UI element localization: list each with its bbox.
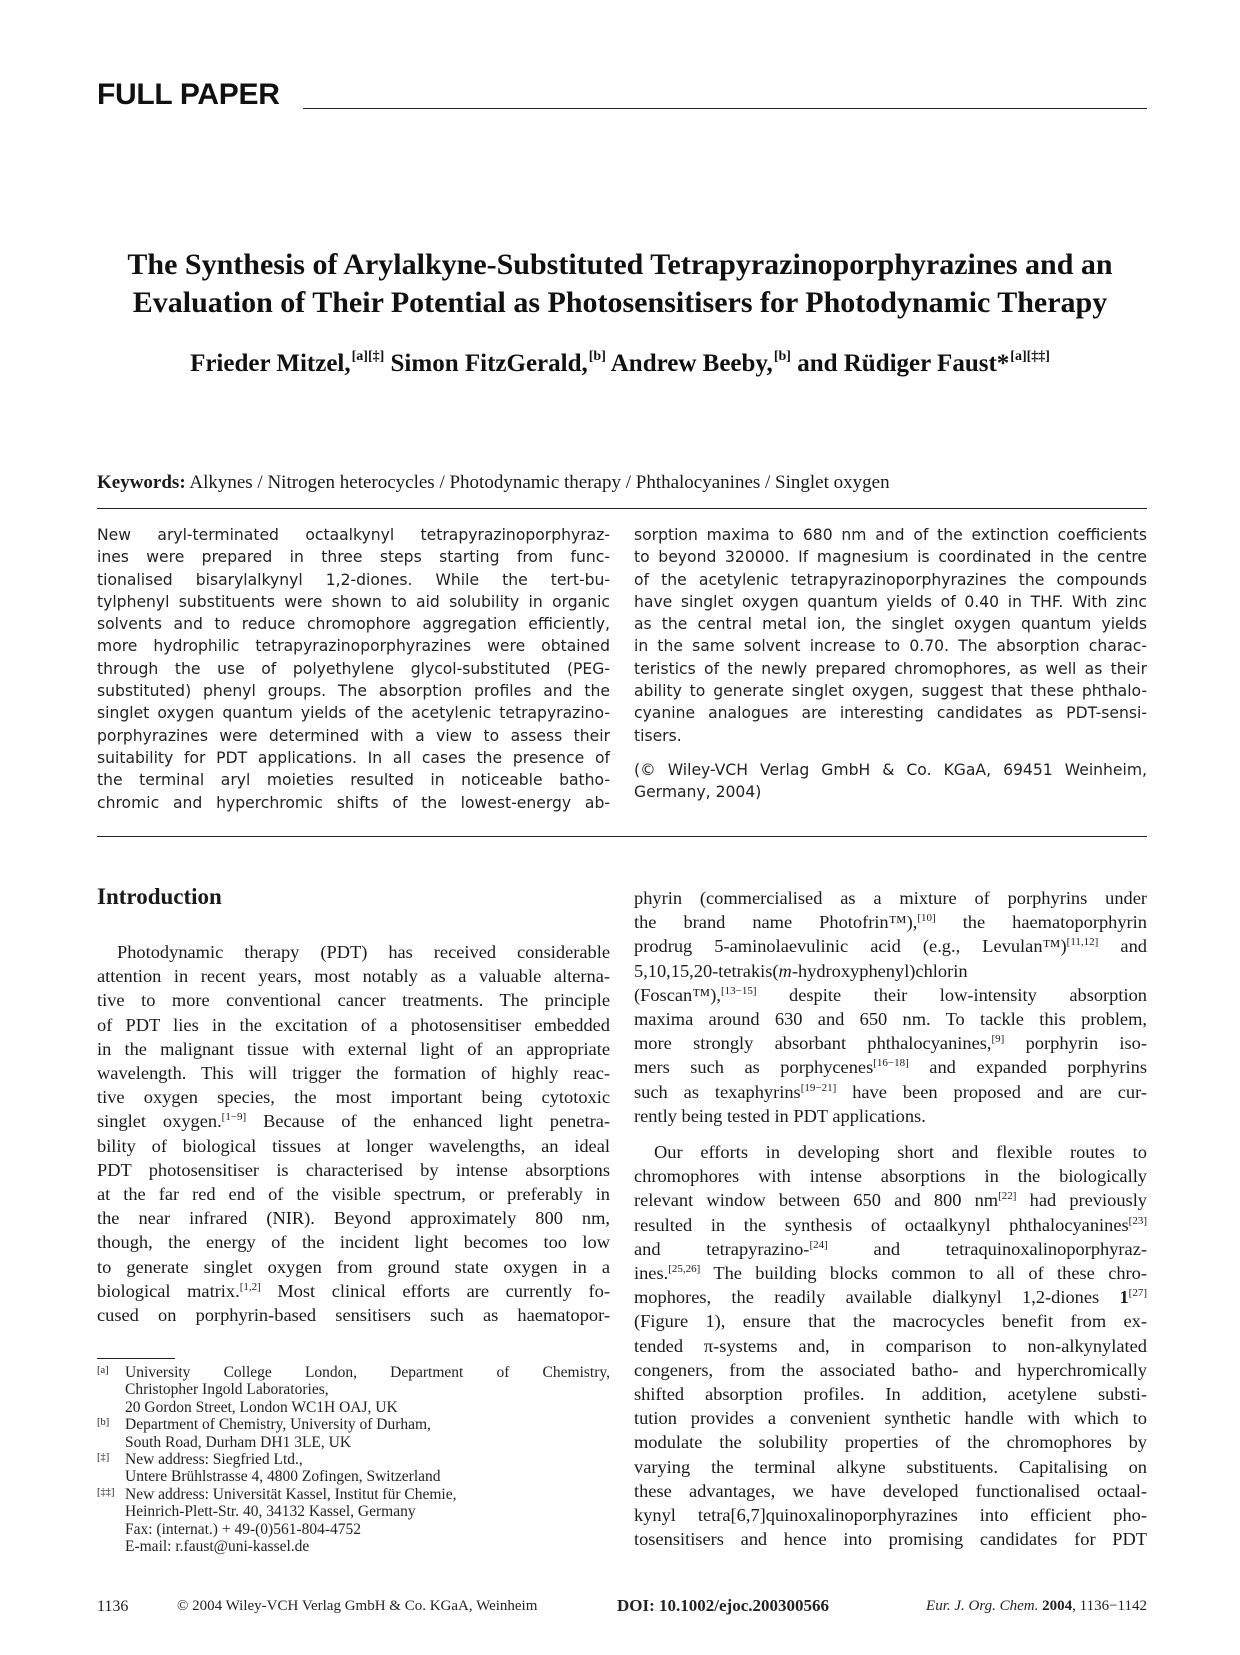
body-line: and tetrapyrazino-[24] and tetraquinoxalinoporphyraz- (634, 1238, 1147, 1259)
keywords-label: Keywords: (97, 472, 186, 493)
title-line-1: The Synthesis of Arylalkyne-Substituted Tetrapyrazinoporphyrazines and an (127, 248, 1113, 281)
author-name: Andrew Beeby, (610, 350, 773, 377)
citation: [16−18] (873, 1057, 909, 1070)
abstract-line: more hydrophilic tetrapyrazinoporphyrazines were obtained (97, 637, 610, 656)
abstract-line: tionalised bisarylalkynyl 1,2-diones. While the tert-bu- (97, 570, 610, 589)
body-line: resulted in the synthesis of octaalkynyl phthalocyanines[23] (634, 1214, 1147, 1235)
abstract-line: in the same solvent increase to 0.70. The absorption charac- (634, 637, 1147, 656)
body-line: PDT photosensitiser is characterised by intense absorptions (97, 1159, 610, 1180)
author-affiliation: [a][‡‡] (1010, 349, 1050, 364)
footnote (97, 1486, 610, 1556)
journal-pages: , 1136−1142 (1072, 1598, 1147, 1614)
abstract-line: tisers. (634, 726, 682, 745)
citation: [25,26] (668, 1263, 701, 1276)
author-name: and Rüdiger Faust* (797, 350, 1010, 377)
footnote-line: Fax: (internat.) + 49-(0)561-804-4752 (125, 1520, 362, 1538)
footnote (97, 1416, 610, 1451)
body-line: kynyl tetra[6,7]quinoxalinoporphyrazines into efficient pho- (634, 1505, 1147, 1526)
footnote-line: Department of Chemistry, University of Durham, (125, 1416, 431, 1434)
author-name: Frieder Mitzel, (190, 350, 351, 377)
body-line: chromophores with intense absorptions in the biologically (634, 1166, 1147, 1187)
body-line: relevant window between 650 and 800 nm[22] had previously (634, 1190, 1148, 1211)
abstract-line: as the central metal ion, the singlet oxygen quantum yields (634, 615, 1147, 634)
citation: [1−9] (221, 1111, 247, 1124)
doi: DOI: 10.1002/ejoc.200300566 (617, 1596, 830, 1615)
citation: [24] (809, 1238, 828, 1251)
citation: [27] (1128, 1287, 1147, 1300)
keywords-rule (97, 508, 1147, 509)
abstract-line: to beyond 320000. If magnesium is coordinated in the centre (634, 548, 1147, 567)
body-line: congeners, from the associated batho- and hyperchromically (634, 1359, 1147, 1380)
paragraph-spacer (634, 1128, 1147, 1140)
body-line: tosensitisers and hence into promising candidates for PDT (634, 1529, 1147, 1550)
keywords-text: Alkynes / Nitrogen heterocycles / Photodynamic therapy / Phthalocyanines / Singlet oxygen (189, 472, 890, 493)
page-footer (97, 1598, 1147, 1622)
body-line: mophores, the readily available dialkynyl 1,2-diones 1[27] (634, 1287, 1147, 1308)
abstract-line: New aryl-terminated octaalkynyl tetrapyrazinoporphyraz- (97, 526, 610, 544)
body-line: to generate singlet oxygen from ground state oxygen in a (97, 1256, 610, 1277)
title-line-2: Evaluation of Their Potential as Photosensitisers for Photodynamic Therapy (132, 286, 1108, 319)
body-line: (Foscan™),[13−15] despite their low-intensity absorption (634, 984, 1147, 1005)
italic-text: m (778, 960, 792, 981)
body-line: rently being tested in PDT applications. (634, 1105, 926, 1126)
abstract-line: chromic and hyperchromic shifts of the lowest-energy ab- (97, 793, 610, 812)
abstract-spacer (634, 747, 1147, 759)
citation: [9] (991, 1033, 1005, 1046)
paper-title (100, 246, 1140, 322)
citation: [13−15] (720, 984, 757, 997)
abstract-line: ines were prepared in three steps starting from func- (97, 548, 610, 567)
section-header (97, 74, 1147, 114)
body-line: these advantages, we have developed functionalised octaal- (634, 1480, 1147, 1501)
author-affiliation: [b] (773, 349, 791, 364)
footnote-rule (97, 1358, 175, 1359)
journal-year: 2004 (1042, 1598, 1073, 1614)
footnote-mark: [a] (97, 1365, 109, 1376)
abstract-left-column (97, 524, 610, 814)
journal-name: Eur. J. Org. Chem. (926, 1598, 1039, 1614)
abstract-line: sorption maxima to 680 nm and of the extinction coefficients (634, 526, 1147, 544)
footnote-line: South Road, Durham DH1 3LE, UK (125, 1433, 352, 1451)
footnote-mark: [‡] (97, 1452, 110, 1464)
full-paper-label: FULL PAPER (97, 78, 280, 111)
body-line: varying the terminal alkyne substituents. Capitalising on (634, 1456, 1147, 1477)
body-right-column (634, 886, 1147, 1551)
body-line: tended π-systems and, in comparison to non-alkynylated (634, 1335, 1147, 1356)
body-line: of PDT lies in the excitation of a photosensitiser embedded (97, 1014, 610, 1035)
abstract-right-column (634, 524, 1147, 804)
footnote-line: New address: Siegfried Ltd., (125, 1451, 303, 1469)
author-name: Simon FitzGerald, (390, 350, 588, 377)
abstract-line: substituted) phenyl groups. The absorption profiles and the (97, 682, 610, 701)
citation: [19−21] (800, 1081, 837, 1094)
body-left-column (97, 940, 610, 1327)
abstract-line: tylphenyl substituents were shown to aid solubility in organic (97, 592, 610, 611)
body-line: 5,10,15,20-tetrakis(m-hydroxyphenyl)chlorin (634, 960, 968, 981)
citation: [1,2] (239, 1280, 261, 1293)
body-line: the brand name Photofrin™),[10] the haematoporphyrin (634, 912, 1147, 933)
body-line: cused on porphyrin-based sensitisers such as haematopor- (97, 1305, 610, 1326)
body-line: wavelength. This will trigger the formation of highly reac- (97, 1063, 610, 1084)
footnote-mark: [b] (97, 1417, 110, 1429)
body-line: phyrin (commercialised as a mixture of porphyrins under (634, 888, 1147, 908)
body-line: biological matrix.[1,2] Most clinical efforts are currently fo- (97, 1280, 611, 1301)
abstract-line: the terminal aryl moieties resulted in noticeable batho- (97, 771, 610, 790)
body-line: Photodynamic therapy (PDT) has received considerable (117, 942, 610, 962)
footnote (97, 1364, 610, 1416)
citation: [22] (998, 1190, 1017, 1203)
footnote-line: E-mail: r.faust@uni-kassel.de (125, 1538, 310, 1556)
body-line: bility of biological tissues at longer wavelengths, an ideal (97, 1135, 610, 1156)
abstract-line: solvents and to reduce chromophore aggregation efficiently, (97, 615, 610, 634)
citation: [11,12] (1066, 936, 1099, 949)
body-line: tive to more conventional cancer treatments. The principle (97, 990, 610, 1011)
body-line: maxima around 630 and 650 nm. To tackle this problem, (634, 1009, 1147, 1030)
body-line: in the malignant tissue with external light of an appropriate (97, 1038, 610, 1059)
author-list (100, 350, 1140, 378)
abstract-copyright-line: Germany, 2004) (634, 783, 762, 802)
footnote-line: New address: Universität Kassel, Institut für Chemie, (125, 1485, 457, 1503)
body-line: shifted absorption profiles. In addition, acetylene substi- (634, 1384, 1147, 1405)
footnote (97, 1451, 610, 1486)
body-line: more strongly absorbant phthalocyanines,[9] porphyrin iso- (634, 1033, 1147, 1054)
footer-copyright: © 2004 Wiley-VCH Verlag GmbH & Co. KGaA, Weinheim (177, 1598, 538, 1614)
abstract-line: suitability for PDT applications. In all cases the presence of (97, 748, 610, 767)
body-line: Our efforts in developing short and flexible routes to (654, 1142, 1147, 1163)
footnote-line: University College London, Department of Chemistry, (125, 1364, 610, 1381)
abstract-line: porphyrazines were determined with a view to assess their (97, 726, 610, 745)
abstract-line: ability to generate singlet oxygen, suggest that these phthalo- (634, 682, 1147, 701)
keywords (97, 472, 1147, 494)
abstract-line: of the acetylenic tetrapyrazinoporphyrazines the compounds (634, 570, 1147, 589)
header-rule (303, 108, 1147, 109)
author-affiliation: [b] (588, 349, 606, 364)
affiliation-footnotes (97, 1364, 610, 1555)
footnote-mark: [‡‡] (97, 1486, 115, 1498)
author-affiliation: [a][‡] (351, 349, 385, 364)
abstract-copyright-line: (© Wiley-VCH Verlag GmbH & Co. KGaA, 69451 Weinheim, (634, 760, 1147, 779)
body-line: singlet oxygen.[1−9] Because of the enhanced light penetra- (97, 1111, 611, 1132)
body-line: tution provides a convenient synthetic handle with which to (634, 1408, 1147, 1429)
body-line: prodrug 5-aminolaevulinic acid (e.g., Levulan™)[11,12] and (634, 936, 1147, 957)
abstract-line: through the use of polyethylene glycol-substituted (PEG- (97, 659, 610, 678)
body-line: though, the energy of the incident light becomes too low (97, 1232, 610, 1253)
abstract-line: singlet oxygen quantum yields of the acetylenic tetrapyrazino- (97, 704, 610, 723)
body-line: tive oxygen species, the most important being cytotoxic (97, 1087, 610, 1108)
introduction-heading: Introduction (97, 884, 222, 909)
body-line: ines.[25,26] The building blocks common to all of these chro- (634, 1263, 1147, 1284)
body-line: such as texaphyrins[19−21] have been proposed and are cur- (634, 1081, 1147, 1102)
citation: [10] (917, 912, 936, 925)
citation: [23] (1128, 1214, 1147, 1227)
body-line: (Figure 1), ensure that the macrocycles benefit from ex- (634, 1311, 1147, 1332)
abstract-line: cyanine analogues are interesting candidates as PDT-sensi- (634, 704, 1147, 723)
body-line: mers such as porphycenes[16−18] and expanded porphyrins (634, 1057, 1148, 1078)
abstract-rule (97, 836, 1147, 837)
footnote-line: Heinrich-Plett-Str. 40, 34132 Kassel, Germany (125, 1503, 416, 1521)
footnote-line: Christopher Ingold Laboratories, (125, 1381, 329, 1399)
abstract-line: teristics of the newly prepared chromophores, as well as their (634, 659, 1147, 678)
page-number: 1136 (97, 1598, 129, 1615)
footnote-line: Untere Brühlstrasse 4, 4800 Zofingen, Switzerland (125, 1468, 441, 1486)
body-line: attention in recent years, most notably as a valuable alterna- (97, 966, 610, 987)
body-line: modulate the solubility properties of the chromophores by (634, 1432, 1147, 1453)
footnote-line: 20 Gordon Street, London WC1H OAJ, UK (125, 1398, 398, 1416)
compound-number: 1 (1119, 1287, 1129, 1308)
body-line: at the far red end of the visible spectrum, or preferably in (97, 1184, 610, 1205)
abstract-line: have singlet oxygen quantum yields of 0.40 in THF. With zinc (634, 592, 1147, 611)
journal-citation (926, 1598, 1147, 1615)
body-line: the near infrared (NIR). Beyond approximately 800 nm, (97, 1208, 610, 1229)
